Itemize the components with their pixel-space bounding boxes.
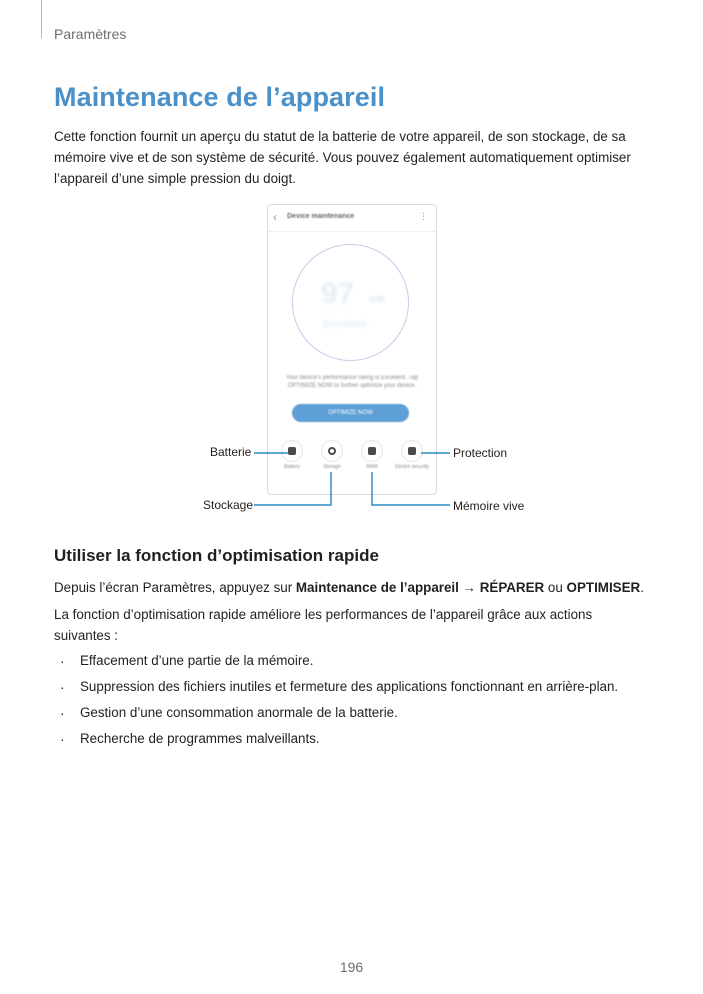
category-label: RAM (366, 464, 378, 470)
device-maintenance-figure (200, 200, 530, 520)
phone-screen-title: Device maintenance (287, 213, 355, 220)
score-label: Excellent (323, 319, 367, 330)
callout-battery: Batterie (210, 445, 252, 459)
step-arrow: → (458, 580, 480, 595)
list-item: · Recherche de programmes malveillants. (54, 726, 654, 752)
intro-paragraph: Cette fonction fournit un aperçu du statut de la batterie de votre appareil, de son stockage, de sa mémoire vive et de son système de sécurité. Vous pouvez également automatiquement optimiser l’appareil d’une simple pression du doigt. (54, 129, 631, 186)
step-instruction (54, 577, 650, 598)
back-arrow-icon: ‹ (273, 210, 277, 224)
step-optimize-label: OPTIMISER (566, 580, 641, 595)
step-repair-label: RÉPARER (479, 580, 545, 595)
optimize-now-button: OPTIMIZE NOW (292, 404, 409, 422)
more-options-icon: ⋮ (419, 211, 428, 221)
list-item: · Suppression des fichiers inutiles et fermeture des applications fonctionnant en arrière-plan. (54, 674, 654, 700)
callout-line-storage (254, 472, 331, 505)
callout-protection: Protection (453, 446, 508, 460)
list-item: · Gestion d’une consommation anormale de la batterie. (54, 700, 654, 726)
category-label: Storage (323, 464, 341, 470)
action-list (54, 648, 654, 752)
section-title: Utiliser la fonction d’optimisation rapide (54, 546, 379, 565)
section-header: Paramètres (54, 26, 127, 42)
page-title: Maintenance de l’appareil (54, 82, 386, 112)
callout-lines (200, 200, 530, 520)
step-prefix: Depuis l’écran Paramètres, appuyez sur (54, 580, 296, 595)
phone-message: Your device's performance rating is Excellent. Tap OPTIMIZE NOW to further optimize your device. (285, 375, 419, 389)
page-number: 196 (339, 959, 364, 975)
callout-storage: Stockage (203, 498, 254, 512)
list-item: · Effacement d’une partie de la mémoire. (54, 648, 654, 674)
callout-line-ram (372, 472, 450, 505)
section-divider (41, 0, 42, 38)
step-end: . (640, 580, 644, 595)
feature-description: La fonction d’optimisation rapide améliore les performances de l’appareil grâce aux actions suivantes : (54, 607, 593, 643)
score-value: 97 (321, 277, 355, 310)
score-unit: /100 (369, 295, 385, 304)
step-or: ou (544, 580, 567, 595)
step-menu-item: Maintenance de l’appareil (295, 580, 459, 595)
category-label: Battery (284, 464, 300, 470)
callout-ram: Mémoire vive (453, 499, 525, 513)
category-label: Device security (395, 464, 429, 470)
